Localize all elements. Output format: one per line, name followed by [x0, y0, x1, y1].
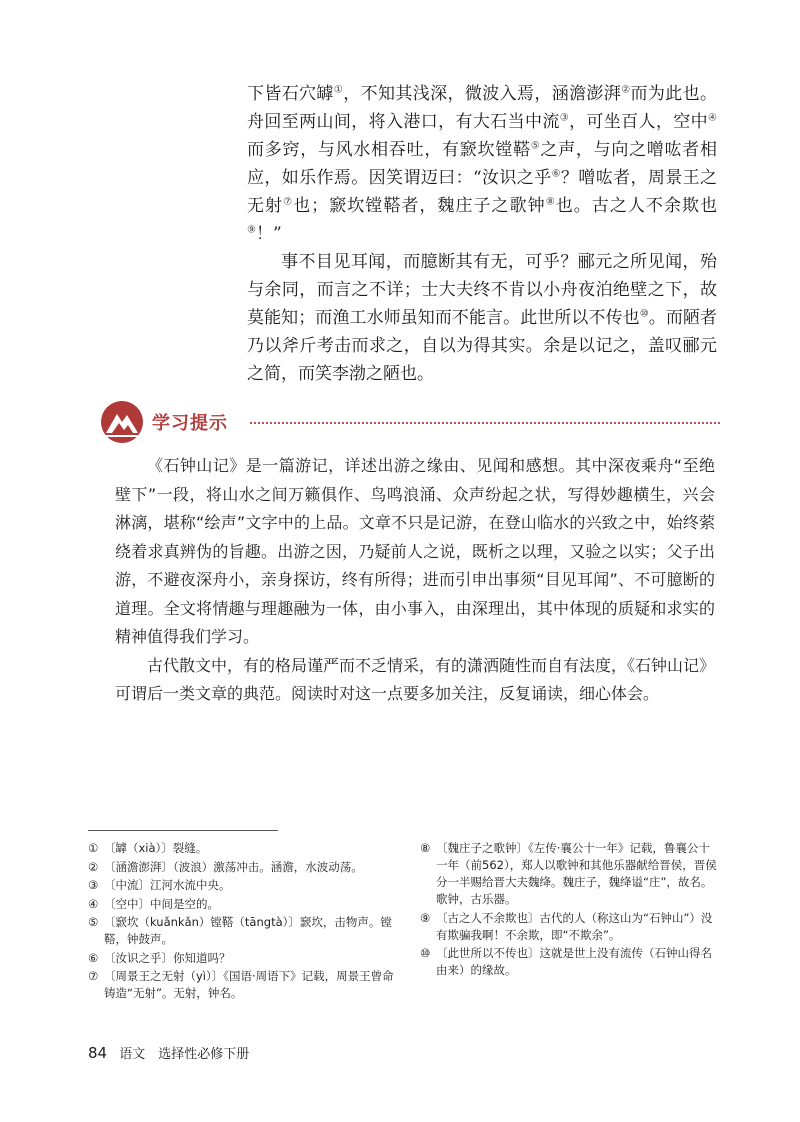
footnote-ref: ③ [559, 112, 570, 124]
tips-paragraph-1: 《石钟山记》是一篇游记，详述出游之缘由、见闻和感想。其中深夜乘舟“至绝壁下”一段，将山水之间万籁俱作、鸟鸣浪涌、众声纷起之状，写得妙趣横生，兴会淋漓，堪称“绘声”文字中的上品。文章不只是记游，在登山临水的兴致之中，始终萦绕着求真辨伪的旨趣。出游之因，乃疑前人之说，既析之以理，又验之以实；父子出游，不避夜深舟小，亲身探访，终有所得；进而引申出事须“目见耳闻”、不可臆断的道理。全文将情趣与理趣融为一体，由小事入，由深理出，其中体现的质疑和求实的精神值得我们学习。 [115, 456, 715, 646]
dotted-divider [250, 422, 720, 424]
footnote-ref: ⑩ [639, 308, 649, 320]
passage-paragraph-2: 事不目见耳闻，而臆断其有无，可乎？郦元之所见闻，殆与余同，而言之不详；士大夫终不肯以小舟夜泊绝壁之下，故莫能知；而渔工水师虽知而不能言。此世所以不传也⑩。而陋者乃以斧斤考击而求之，自以为得其实。余是以记之，盖叹郦元之简，而笑李渤之陋也。 [247, 252, 718, 384]
footnote-item: ⑦ 〔周景王之无射（yì）〕《国语·周语下》记载，周景王曾命铸造“无射”。无射，钟名。 [88, 969, 394, 1000]
footnote-item: ⑧ 〔魏庄子之歌钟〕《左传·襄公十一年》记载，鲁襄公十一年（前562），郑人以歌钟和其他乐器献给晋侯，晋侯分一半赐给晋大夫魏绛。魏庄子，魏绛谥“庄”，故名。歌钟，古乐器。 [420, 841, 717, 906]
footnote-ref: ⑧ [545, 196, 556, 208]
footnote-ref: ⑨ [247, 224, 256, 236]
footnotes-right-column [420, 840, 720, 981]
footnote-ref: ⑤ [530, 140, 541, 152]
footnote-ref: ⑦ [283, 196, 294, 208]
study-tips-body [115, 452, 715, 709]
book-title: 语文 选择性必修下册 [119, 1047, 250, 1062]
footnote-rule [88, 830, 278, 831]
footnote-item: ② 〔涵澹澎湃〕（波浪）激荡冲击。涵澹，水波动荡。 [88, 859, 363, 874]
footnote-item: ① 〔罅（xià）〕裂缝。 [88, 841, 208, 855]
passage-excerpt [247, 80, 717, 388]
footnote-ref: ② [621, 84, 631, 96]
study-tips-header [100, 400, 720, 444]
tips-paragraph-2: 古代散文中，有的格局谨严而不乏情采，有的潇洒随性而自有法度，《石钟山记》可谓后一类文章的典范。阅读时对这一点要多加关注，反复诵读，细心体会。 [115, 655, 716, 703]
study-tips-title: 学习提示 [152, 413, 228, 434]
footnote-ref: ④ [708, 112, 718, 124]
footnote-ref: ⑥ [551, 168, 561, 180]
footnote-item: ⑨ 〔古之人不余欺也〕古代的人（称这山为“石钟山”）没有欺骗我啊！不余欺，即“不欺余”。 [420, 910, 713, 942]
footnote-item: ⑤ 〔窾坎（kuǎnkǎn）镗鞳（tāngtà）〕窾坎，击物声。镗鞳，钟鼓声。 [88, 915, 392, 946]
mountain-logo-icon [100, 400, 144, 444]
passage-paragraph-1: 下皆石穴罅①，不知其浅深，微波入焉，涵澹澎湃②而为此也。舟回至两山间，将入港口，有大石当中流③，可坐百人，空中④而多窍，与风水相吞吐，有窾坎镗鞳⑤之声，与向之噌吰者相应，如乐作焉。因笑谓迈曰：“汝识之乎⑥？噌吰者，周景王之无射⑦也；窾坎镗鞳者，魏庄子之歌钟⑧也。古之人不余欺也⑨！” [247, 84, 718, 244]
page-number: 84 [88, 1044, 108, 1062]
footnotes-left-column [88, 840, 403, 1004]
footnote-item: ③ 〔中流〕江河水流中央。 [88, 878, 231, 892]
footnote-item: ⑥ 〔汝识之乎〕你知道吗？ [88, 950, 231, 965]
page-footer [88, 1043, 249, 1062]
footnote-item: ⑩ 〔此世所以不传也〕这就是世上没有流传（石钟山得名由来）的缘故。 [420, 946, 712, 977]
footnote-item: ④ 〔空中〕中间是空的。 [88, 896, 219, 911]
footnote-ref: ① [333, 84, 344, 96]
